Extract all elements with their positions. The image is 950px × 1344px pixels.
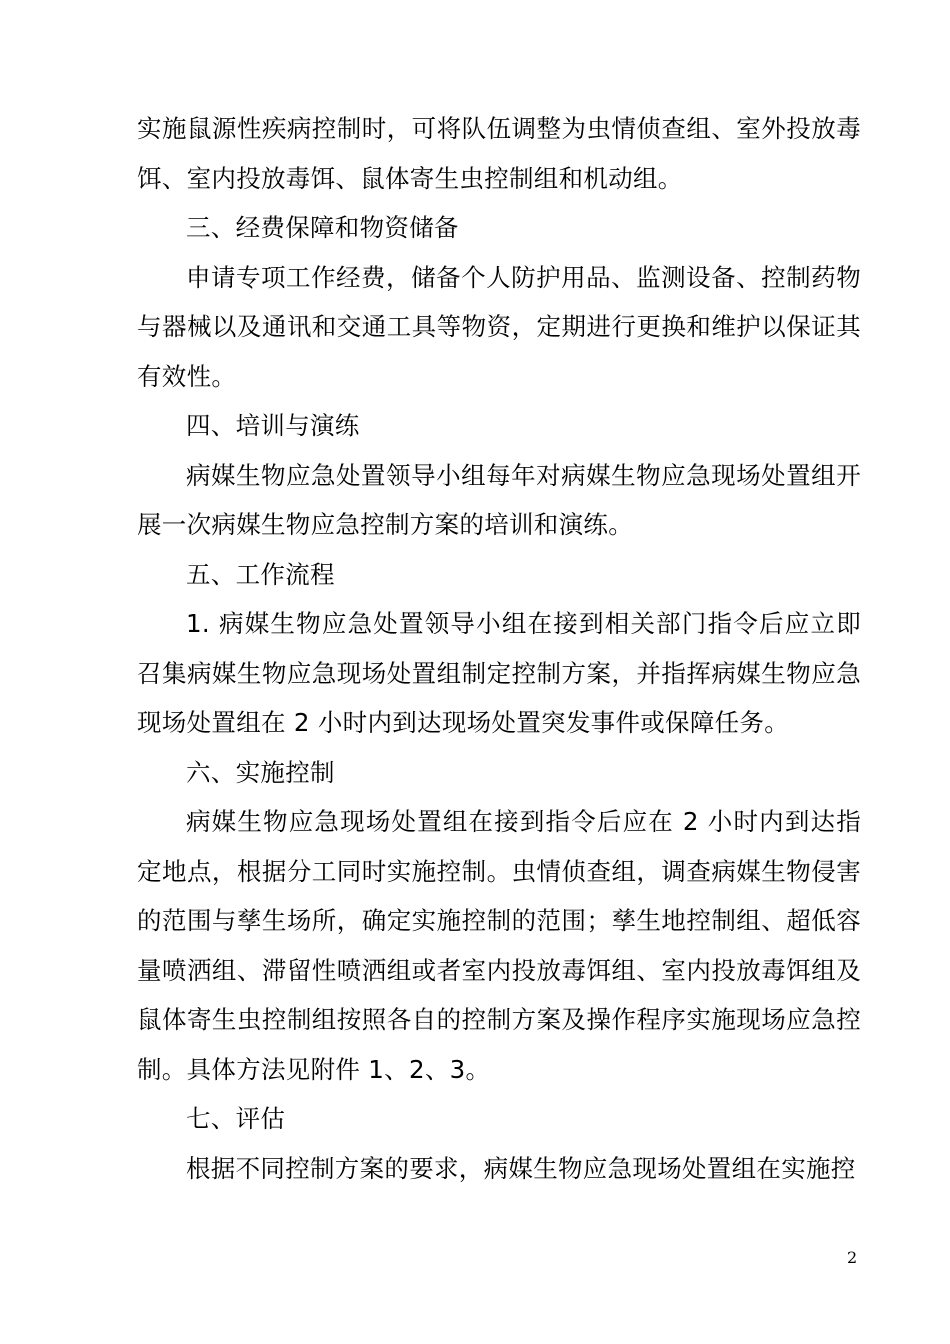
section-heading-control: 六、实施控制 (186, 757, 335, 787)
paragraph-evaluation: 根据不同控制方案的要求，病媒生物应急现场处置组在实施控 (186, 1153, 856, 1183)
section-heading-workflow: 五、工作流程 (186, 559, 335, 589)
section-heading-evaluation: 七、评估 (186, 1104, 286, 1133)
document-page (137, 104, 861, 1193)
paragraph-training: 病媒生物应急处置领导小组每年对病媒生物应急现场处置组开展一次病媒生物应急控制方案的培训和演练。 (137, 460, 861, 539)
section-heading-training: 四、培训与演练 (186, 411, 360, 440)
paragraph-workflow: 1. 病媒生物应急处置领导小组在接到相关部门指令后应立即召集病媒生物应急现场处置组制定控制方案，并指挥病媒生物应急现场处置组在 2 小时内到达现场处置突发事件或保障任务。 (137, 609, 861, 737)
paragraph-control: 病媒生物应急现场处置组在接到指令后应在 2 小时内到达指定地点，根据分工同时实施控制。虫情侦查组，调查病媒生物侵害的范围与孳生场所，确定实施控制的范围；孳生地控制组、超低容量喷洒组、滞留性喷洒组或者室内投放毒饵组、室内投放毒饵组及鼠体寄生虫控制组按照各自的控制方案及操作程序实施现场应急控制。具体方法见附件 1、2、3。 (137, 807, 861, 1084)
paragraph-continuation: 实施鼠源性疾病控制时，可将队伍调整为虫情侦查组、室外投放毒饵、室内投放毒饵、鼠体寄生虫控制组和机动组。 (137, 114, 861, 193)
page-number: 2 (847, 1248, 858, 1267)
section-heading-funding: 三、经费保障和物资储备 (186, 213, 459, 242)
paragraph-funding: 申请专项工作经费，储备个人防护用品、监测设备、控制药物与器械以及通讯和交通工具等物资，定期进行更换和维护以保证其有效性。 (137, 262, 861, 391)
